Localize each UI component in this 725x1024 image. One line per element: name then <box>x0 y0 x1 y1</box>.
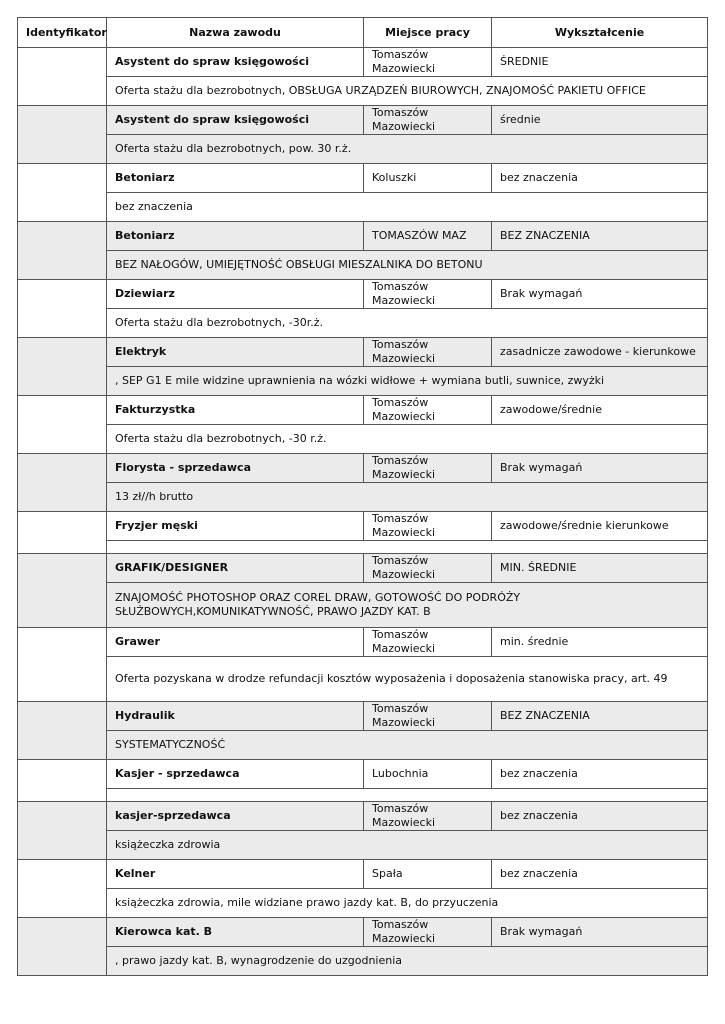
id-cell <box>18 860 107 918</box>
job-name-cell: Grawer <box>107 628 364 657</box>
education-cell: Brak wymagań <box>492 918 708 947</box>
education-cell: zawodowe/średnie <box>492 396 708 425</box>
table-row <box>18 554 708 583</box>
work-place-cell: Tomaszów Mazowiecki <box>364 454 492 483</box>
header-name: Nazwa zawodu <box>107 18 364 48</box>
id-cell <box>18 222 107 280</box>
table-row <box>18 338 708 367</box>
work-place-cell: Lubochnia <box>364 760 492 789</box>
work-place-cell: Tomaszów Mazowiecki <box>364 702 492 731</box>
table-row-description <box>18 135 708 164</box>
table-row-description <box>18 831 708 860</box>
header-education: Wykształcenie <box>492 18 708 48</box>
job-name-cell: Betoniarz <box>107 222 364 251</box>
job-name-cell: Elektryk <box>107 338 364 367</box>
table-row <box>18 106 708 135</box>
id-cell <box>18 164 107 222</box>
education-cell: bez znaczenia <box>492 164 708 193</box>
work-place-cell: Tomaszów Mazowiecki <box>364 280 492 309</box>
table-row-description <box>18 367 708 396</box>
table-row-description <box>18 889 708 918</box>
work-place-cell: Tomaszów Mazowiecki <box>364 802 492 831</box>
table-row-description <box>18 309 708 338</box>
header-row <box>18 18 708 48</box>
header-place: Miejsce pracy <box>364 18 492 48</box>
id-cell <box>18 760 107 802</box>
job-name-cell: Kelner <box>107 860 364 889</box>
description-cell: książeczka zdrowia, mile widziane prawo jazdy kat. B, do przyuczenia <box>107 889 708 918</box>
description-cell: SYSTEMATYCZNOŚĆ <box>107 731 708 760</box>
id-cell <box>18 338 107 396</box>
table-row-description <box>18 947 708 976</box>
description-cell: Oferta stażu dla bezrobotnych, -30 r.ż. <box>107 425 708 454</box>
description-cell: Oferta pozyskana w drodze refundacji kosztów wyposażenia i doposażenia stanowiska pracy, art. 49 <box>107 657 708 702</box>
work-place-cell: Tomaszów Mazowiecki <box>364 338 492 367</box>
job-name-cell: kasjer-sprzedawca <box>107 802 364 831</box>
id-cell <box>18 918 107 976</box>
description-cell: Oferta stażu dla bezrobotnych, OBSŁUGA URZĄDZEŃ BIUROWYCH, ZNAJOMOŚĆ PAKIETU OFFICE <box>107 77 708 106</box>
description-cell: książeczka zdrowia <box>107 831 708 860</box>
job-name-cell: Dziewiarz <box>107 280 364 309</box>
table-row <box>18 512 708 541</box>
description-cell: BEZ NAŁOGÓW, UMIEJĘTNOŚĆ OBSŁUGI MIESZALNIKA DO BETONU <box>107 251 708 280</box>
work-place-cell: Tomaszów Mazowiecki <box>364 48 492 77</box>
description-cell: , SEP G1 E mile widzine uprawnienia na wózki widłowe + wymiana butli, suwnice, zwyżki <box>107 367 708 396</box>
table-row-description <box>18 251 708 280</box>
job-name-cell: Florysta - sprzedawca <box>107 454 364 483</box>
education-cell: średnie <box>492 106 708 135</box>
work-place-cell: Tomaszów Mazowiecki <box>364 918 492 947</box>
work-place-cell: Spała <box>364 860 492 889</box>
table-row <box>18 628 708 657</box>
id-cell <box>18 554 107 628</box>
description-cell: Oferta stażu dla bezrobotnych, -30r.ż. <box>107 309 708 338</box>
description-cell <box>107 541 708 554</box>
id-cell <box>18 702 107 760</box>
job-name-cell: Fryzjer męski <box>107 512 364 541</box>
job-name-cell: Asystent do spraw księgowości <box>107 48 364 77</box>
work-place-cell: Tomaszów Mazowiecki <box>364 628 492 657</box>
table-row <box>18 918 708 947</box>
education-cell: zasadnicze zawodowe - kierunkowe <box>492 338 708 367</box>
job-name-cell: Asystent do spraw księgowości <box>107 106 364 135</box>
education-cell: MIN. ŚREDNIE <box>492 554 708 583</box>
education-cell: ŚREDNIE <box>492 48 708 77</box>
description-cell: 13 zł//h brutto <box>107 483 708 512</box>
work-place-cell: Tomaszów Mazowiecki <box>364 106 492 135</box>
table-row <box>18 164 708 193</box>
job-name-cell: Kierowca kat. B <box>107 918 364 947</box>
description-cell: , prawo jazdy kat. B, wynagrodzenie do uzgodnienia <box>107 947 708 976</box>
education-cell: Brak wymagań <box>492 454 708 483</box>
education-cell: min. średnie <box>492 628 708 657</box>
id-cell <box>18 48 107 106</box>
table-body <box>18 48 708 976</box>
table-row <box>18 860 708 889</box>
education-cell: BEZ ZNACZENIA <box>492 702 708 731</box>
table-row-description <box>18 789 708 802</box>
work-place-cell: Tomaszów Mazowiecki <box>364 554 492 583</box>
table-row-description <box>18 583 708 628</box>
description-cell <box>107 789 708 802</box>
education-cell: zawodowe/średnie kierunkowe <box>492 512 708 541</box>
table-row-description <box>18 657 708 702</box>
table-row <box>18 454 708 483</box>
id-cell <box>18 280 107 338</box>
table-row-description <box>18 193 708 222</box>
id-cell <box>18 628 107 702</box>
table-row-description <box>18 731 708 760</box>
table-row <box>18 280 708 309</box>
job-offers-table <box>17 17 708 976</box>
description-cell: ZNAJOMOŚĆ PHOTOSHOP ORAZ COREL DRAW, GOTOWOŚĆ DO PODRÓŻY SŁUŻBOWYCH,KOMUNIKATYWNOŚĆ, PRAWO JAZDY KAT. B <box>107 583 708 628</box>
description-cell: bez znaczenia <box>107 193 708 222</box>
table-row-description <box>18 541 708 554</box>
job-name-cell: Kasjer - sprzedawca <box>107 760 364 789</box>
work-place-cell: Koluszki <box>364 164 492 193</box>
table-row <box>18 396 708 425</box>
education-cell: bez znaczenia <box>492 802 708 831</box>
job-name-cell: Betoniarz <box>107 164 364 193</box>
table-row-description <box>18 483 708 512</box>
header-id: Identyfikator <box>18 18 107 48</box>
education-cell: bez znaczenia <box>492 860 708 889</box>
description-cell: Oferta stażu dla bezrobotnych, pow. 30 r.ż. <box>107 135 708 164</box>
table-row <box>18 760 708 789</box>
education-cell: BEZ ZNACZENIA <box>492 222 708 251</box>
table-row <box>18 802 708 831</box>
work-place-cell: TOMASZÓW MAZ <box>364 222 492 251</box>
table-row <box>18 222 708 251</box>
table-row-description <box>18 425 708 454</box>
job-name-cell: GRAFIK/DESIGNER <box>107 554 364 583</box>
id-cell <box>18 106 107 164</box>
work-place-cell: Tomaszów Mazowiecki <box>364 512 492 541</box>
id-cell <box>18 802 107 860</box>
education-cell: bez znaczenia <box>492 760 708 789</box>
education-cell: Brak wymagań <box>492 280 708 309</box>
table-row-description <box>18 77 708 106</box>
id-cell <box>18 396 107 454</box>
id-cell <box>18 454 107 512</box>
table-row <box>18 48 708 77</box>
work-place-cell: Tomaszów Mazowiecki <box>364 396 492 425</box>
table-row <box>18 702 708 731</box>
id-cell <box>18 512 107 554</box>
job-name-cell: Hydraulik <box>107 702 364 731</box>
job-name-cell: Fakturzystka <box>107 396 364 425</box>
